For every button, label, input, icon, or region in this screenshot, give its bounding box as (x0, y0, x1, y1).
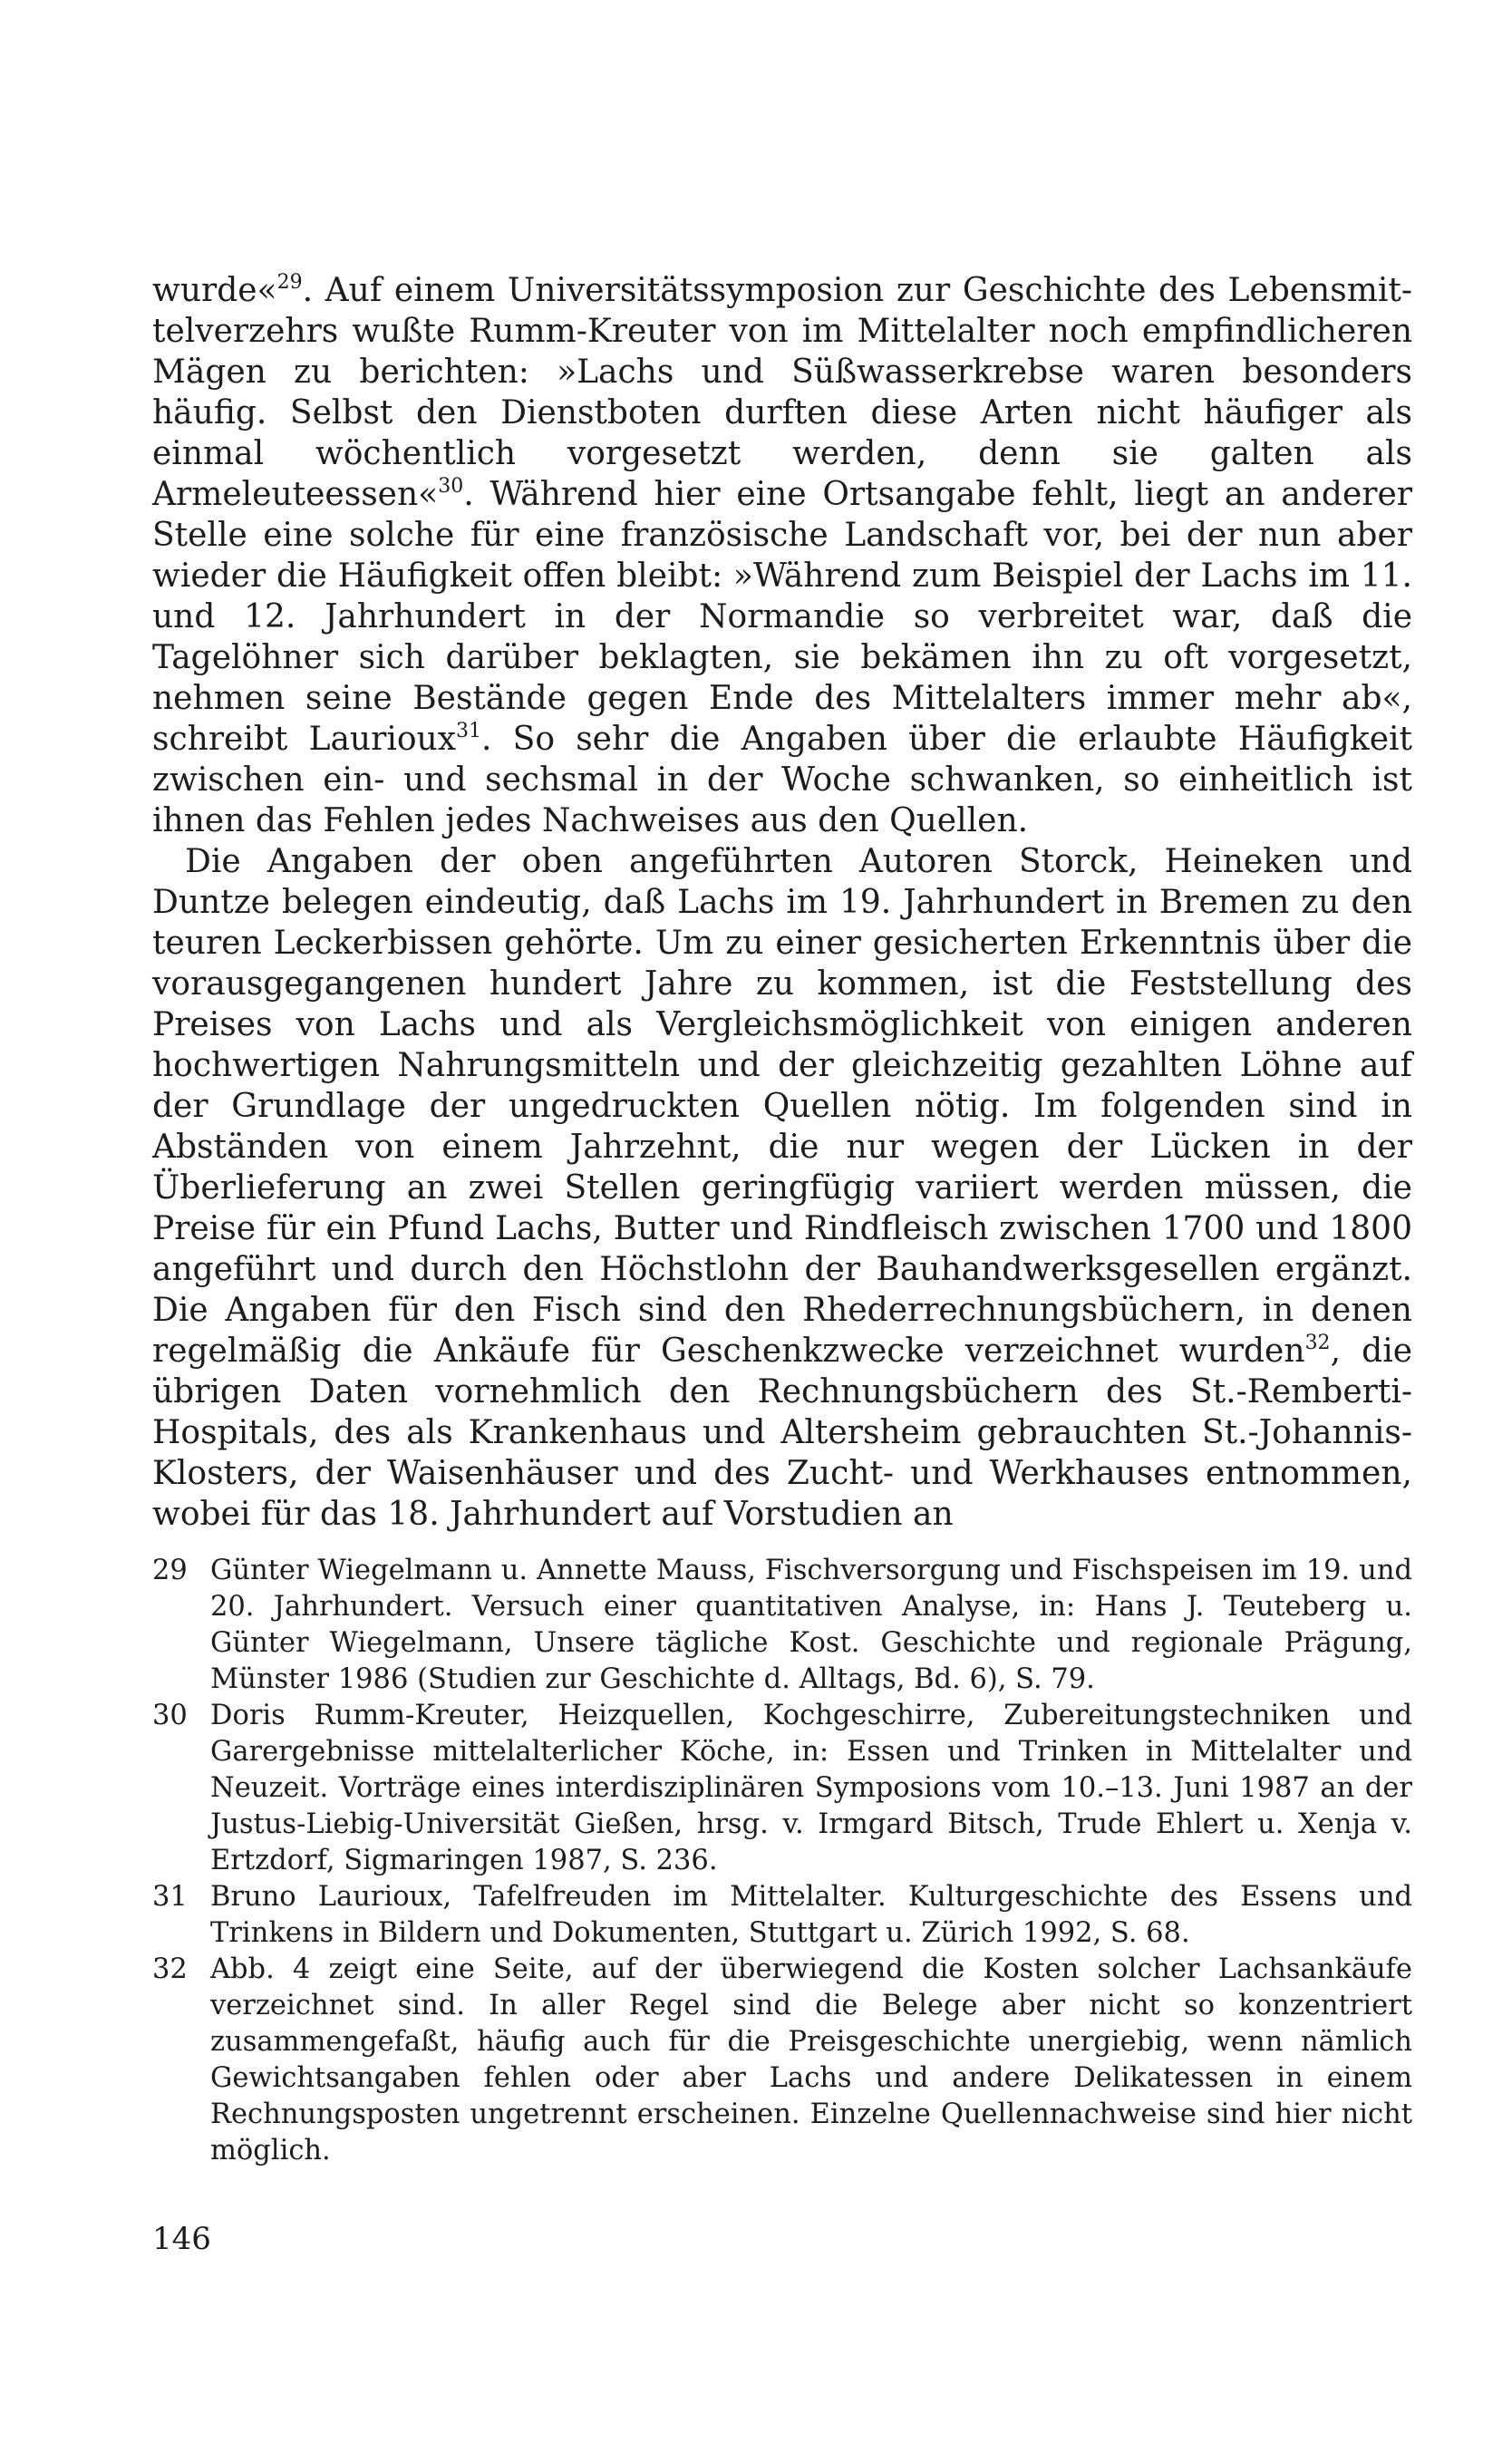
footnote-number: 30 (152, 1700, 188, 1731)
footnote (152, 1952, 1412, 2169)
footnote-reference: 29 (276, 271, 303, 294)
footnote-reference: 30 (438, 475, 464, 498)
footnote-reference: 32 (1304, 1332, 1331, 1354)
text-segment: . So sehr die Angaben über die erlaubte Häufigkeit zwischen ein- und sechsmal in der Woche schwanken, so einheitlich ist ihnen das Fehlen jedes Nachweises aus den Quellen. (152, 721, 1413, 839)
footnote-text: Abb. 4 zeigt eine Seite, auf der überwiegend die Kosten solcher Lachsankäufe verzeichnet sind. In aller Regel sind die Belege aber nicht so konzentriert zusammengefaßt, häufig auch für die Preisgeschichte unergiebig, wenn nämlich Gewichtsangaben fehlen oder aber Lachs und andere Delikatessen in einem Rechnungsposten ungetrennt erscheinen. Einzelne Quellennachweise sind hier nicht möglich. (210, 1953, 1412, 2166)
text-segment: , die übrigen Daten vornehmlich den Rechnungsbüchern des St.-Remberti-Hospitals, des als Krankenhaus und Altersheim gebrauchten St.-Johannis-Klosters, der Waisenhäuser und des Zucht- und Werkhauses entnommen, wobei für das 18. Jahrhundert auf Vorstudien an (152, 1333, 1413, 1533)
text-segment: Die Angaben der oben angeführten Autoren Storck, Heineken und Duntze belegen eindeutig, daß Lachs im 19. Jahrhundert in Bremen zu den teuren Leckerbissen gehörte. Um zu einer gesicherten Erkenntnis über die vorausgegangenen hundert Jahre zu kommen, ist die Feststellung des Preises von Lachs und als Vergleichsmöglichkeit von einigen anderen hochwertigen Nahrungsmitteln und der gleichzeitig gezahlten Löhne auf der Grundlage der ungedruckten Quellen nötig. Im folgenden sind in Abständen von einem Jahrzehnt, die nur wegen der Lücken in der Überlieferung an zwei Stellen geringfügig variiert werden müssen, die Preise für ein Pfund Lachs, Butter und Rindfleisch zwischen 1700 und 1800 angeführt und durch den Höchstlohn der Bauhandwerksgesellen ergänzt. Die Angaben für den Fisch sind den Rhederrechnungsbüchern, in denen regelmäßig die Ankäufe für Geschenkzwecke verzeichnet wurden (152, 843, 1412, 1370)
footnote-reference: 31 (456, 720, 482, 742)
text-segment: . Auf einem Universitätssymposion zur Geschichte des Lebensmittelverzehrs wußte Rumm-Kreuter von im Mittelalter noch empfindlicheren Mägen zu berichten: »Lachs und Süßwasserkrebse waren besonders häufig. Selbst den Dienstboten durften diese Arten nicht häufiger als einmal wöchentlich vorgesetzt werden, denn sie galten als Armeleuteessen« (152, 272, 1412, 513)
footnotes (152, 1553, 1412, 2169)
text-segment: wurde« (152, 272, 277, 309)
text-segment: . Während hier eine Ortsangabe fehlt, liegt an anderer Stelle eine solche für eine französische Landschaft vor, bei der nun aber wieder die Häufigkeit offen bleibt: »Während zum Beispiel der Lachs im 11. und 12. Jahrhundert in der Normandie so verbreitet war, daß die Tagelöhner sich darüber beklagten, sie bekämen ihn zu oft vorgesetzt, nehmen seine Bestände gegen Ende des Mittelalters immer mehr ab«, schreibt Laurioux (152, 476, 1412, 758)
footnote (152, 1698, 1412, 1879)
footnote-text: Bruno Laurioux, Tafelfreuden im Mittelalter. Kulturgeschichte des Essens und Trinkens in Bildern und Dokumenten, Stuttgart u. Zürich 1992, S. 68. (210, 1881, 1412, 1949)
footnote-text: Doris Rumm-Kreuter, Heizquellen, Kochgeschirre, Zubereitungstechniken und Garergebnisse mittelalterlicher Köche, in: Essen und Trinken in Mittelalter und Neuzeit. Vorträge eines interdisziplinären Symposions vom 10.–13. Juni 1987 an der Justus-Liebig-Universität Gießen, hrsg. v. Irmgard Bitsch, Trude Ehlert u. Xenja v. Ertzdorf, Sigmaringen 1987, S. 236. (210, 1700, 1412, 1876)
page-number: 146 (152, 2221, 211, 2257)
footnote (152, 1553, 1412, 1698)
footnote (152, 1879, 1412, 1952)
footnote-number: 32 (152, 1953, 188, 1985)
footnote-text: Günter Wiegelmann u. Annette Mauss, Fischversorgung und Fischspeisen im 19. und 20. Jahrhundert. Versuch einer quantitativen Analyse, in: Hans J. Teuteberg u. Günter Wiegelmann, Unsere tägliche Kost. Geschichte und regionale Prägung, Münster 1986 (Studien zur Geschichte d. Alltags, Bd. 6), S. 79. (210, 1555, 1412, 1695)
footnote-number: 31 (152, 1881, 188, 1913)
paragraph (152, 270, 1412, 841)
main-text (152, 270, 1412, 1535)
footnote-number: 29 (152, 1555, 188, 1586)
paragraph (152, 841, 1412, 1535)
